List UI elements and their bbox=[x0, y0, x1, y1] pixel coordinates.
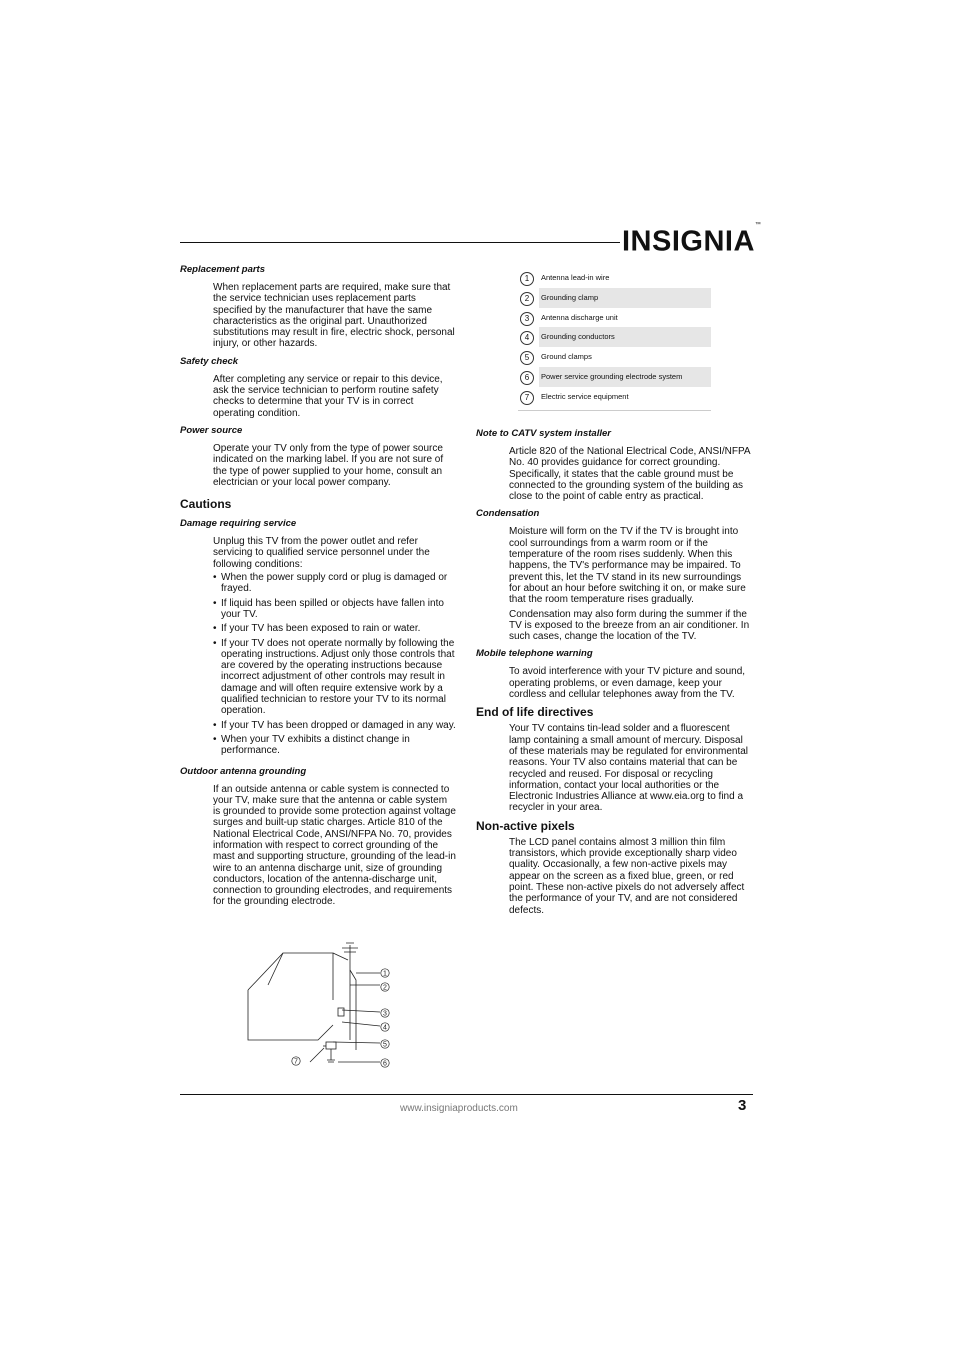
list-item: • When your TV exhibits a distinct change in performance. bbox=[213, 734, 456, 757]
condensation-heading: Condensation bbox=[476, 508, 540, 520]
legend-row bbox=[518, 327, 711, 347]
diagram-label-6: 6 bbox=[383, 1060, 387, 1068]
end-of-life-heading: End of life directives bbox=[476, 705, 594, 720]
legend-label: Ground clamps bbox=[541, 352, 592, 362]
diagram-legend bbox=[518, 268, 711, 407]
condensation-text-1: Moisture will form on the TV if the TV is brought into cool surroundings from a warm room or if the temperature of the room rises suddenly. When this happens, the TV's performance may be impaired. To prevent this, let the TV stand in its new surroundings for about an hour before switching it on, or make sure that the room temperature rises gradually. bbox=[509, 526, 746, 606]
list-item: • If liquid has been spilled or objects have fallen into your TV. bbox=[213, 598, 456, 621]
diagram-label-7: 7 bbox=[294, 1058, 298, 1066]
legend-number: 5 bbox=[520, 351, 534, 365]
legend-label: Grounding clamp bbox=[539, 288, 711, 308]
trademark: ™ bbox=[754, 222, 762, 228]
legend-number: 7 bbox=[520, 391, 534, 405]
legend-number: 3 bbox=[520, 312, 534, 326]
non-active-pixels-heading: Non-active pixels bbox=[476, 818, 575, 833]
outdoor-antenna-heading: Outdoor antenna grounding bbox=[180, 765, 307, 777]
right-column bbox=[476, 428, 752, 916]
safety-check-heading: Safety check bbox=[180, 355, 239, 367]
diagram-label-2: 2 bbox=[383, 984, 387, 992]
brand-name: INSIGNIA bbox=[622, 225, 755, 258]
legend-number: 1 bbox=[520, 272, 534, 286]
damage-list bbox=[213, 572, 456, 756]
legend-number: 2 bbox=[520, 292, 534, 306]
left-column bbox=[180, 264, 456, 908]
replacement-parts-heading: Replacement parts bbox=[180, 264, 266, 275]
safety-check-text: After completing any service or repair to this device, ask the service technician to perform routine safety checks to determine that your TV is in correct operating condition. bbox=[213, 373, 443, 419]
diagram-label-4: 4 bbox=[383, 1024, 387, 1032]
outdoor-antenna-text: If an outside antenna or cable system is connected to your TV, make sure that the antenna or cable system is grounded to provide some protection against voltage surges and built-up static charges. Article 810 of the National Electrical Code, ANSI/NFPA No. 70, provides information with respect to correct grounding of the mast and supporting structure, grounding of the lead-in wire to an antenna discharge unit, size of grounding conductors, location of the antenna-discharge unit, connection to grounding electrodes, and requirements for the grounding electrode. bbox=[213, 783, 456, 908]
mobile-warning-text: To avoid interference with your TV picture and sound, operating problems, or even damage, keep your cordless and cellular telephones away from the TV. bbox=[509, 666, 746, 701]
list-item: • If your TV does not operate normally by following the operating instructions. Adjust only those controls that are covered by the operating instructions because incorrect adjustment of other controls may result in damage and will often require extensive work by a qualified technician to restore your TV to its normal operation. bbox=[213, 638, 456, 717]
legend-row bbox=[518, 367, 711, 387]
legend-row bbox=[518, 308, 711, 328]
catv-heading: Note to CATV system installer bbox=[476, 428, 611, 439]
diagram-label-3: 3 bbox=[383, 1010, 387, 1018]
legend-row bbox=[518, 288, 711, 308]
header-rule bbox=[180, 242, 620, 243]
footer-rule bbox=[180, 1094, 753, 1095]
diagram-label-1: 1 bbox=[383, 970, 387, 978]
legend-label: Power service grounding electrode system bbox=[539, 367, 711, 387]
diagram-label-5: 5 bbox=[383, 1041, 387, 1049]
catv-text: Article 820 of the National Electrical Code, ANSI/NFPA No. 40 provides guidance for correct grounding. Specifically, it states that the cable ground must be connected to the grounding system of the building as close to the point of cable entry as practical. bbox=[509, 446, 751, 503]
legend-number: 4 bbox=[520, 331, 534, 345]
page-number: 3 bbox=[738, 1097, 747, 1114]
replacement-parts-text: When replacement parts are required, make sure that the service technician uses replacement parts specified by the manufacturer that have the same characteristics as the original part. Unauthorized substitutions may result in fire, electric shock, personal injury, or other hazards. bbox=[213, 282, 455, 350]
power-source-heading: Power source bbox=[180, 424, 243, 436]
footer-url[interactable]: www.insigniaproducts.com bbox=[400, 1103, 518, 1114]
damage-intro: Unplug this TV from the power outlet and refer servicing to qualified service personnel under the following conditions: bbox=[213, 536, 430, 570]
legend-number: 6 bbox=[520, 371, 534, 385]
legend-row bbox=[518, 347, 711, 367]
cautions-heading: Cautions bbox=[180, 497, 232, 512]
condensation-text-2: Condensation may also form during the summer if the TV is exposed to the breeze from an air conditioner. In such cases, change the location of the TV. bbox=[509, 608, 750, 643]
power-source-text: Operate your TV only from the type of power source indicated on the marking label. If you are not sure of the type of power supplied to your home, consult an electrician or your local power company. bbox=[213, 442, 444, 488]
brand-logo bbox=[622, 222, 762, 258]
legend-label: Antenna lead-in wire bbox=[541, 273, 610, 282]
damage-heading: Damage requiring service bbox=[180, 518, 297, 530]
legend-label: Electric service equipment bbox=[541, 391, 629, 401]
legend-label: Antenna discharge unit bbox=[541, 312, 618, 322]
non-active-pixels-text: The LCD panel contains almost 3 million thin film transistors, which provide exceptionally sharp video quality. Occasionally, a few non-active pixels may appear on the screen as a fixed blue, green, or red point. These non-active pixels do not adversely affect the performance of your TV, and are not considered defects. bbox=[509, 836, 745, 916]
legend-divider bbox=[518, 410, 711, 411]
mobile-warning-heading: Mobile telephone warning bbox=[476, 648, 593, 660]
legend-row bbox=[518, 387, 711, 407]
list-item: • If your TV has been exposed to rain or water. bbox=[213, 623, 456, 634]
list-item: • If your TV has been dropped or damaged in any way. bbox=[213, 720, 456, 731]
end-of-life-text: Your TV contains tin-lead solder and a fluorescent lamp containing a small amount of mercury. Disposal of these materials may be regulated for environmental reasons. Your TV also contains material that can be recycled and reused. For disposal or recycling information, contact your local authorities or the Electronic Industries Alliance at www.eia.org to find a recycler in your area. bbox=[509, 723, 749, 814]
legend-row bbox=[518, 268, 711, 288]
legend-label: Grounding conductors bbox=[539, 327, 711, 347]
list-item: • When the power supply cord or plug is damaged or frayed. bbox=[213, 572, 456, 595]
antenna-grounding-diagram bbox=[238, 940, 398, 1072]
